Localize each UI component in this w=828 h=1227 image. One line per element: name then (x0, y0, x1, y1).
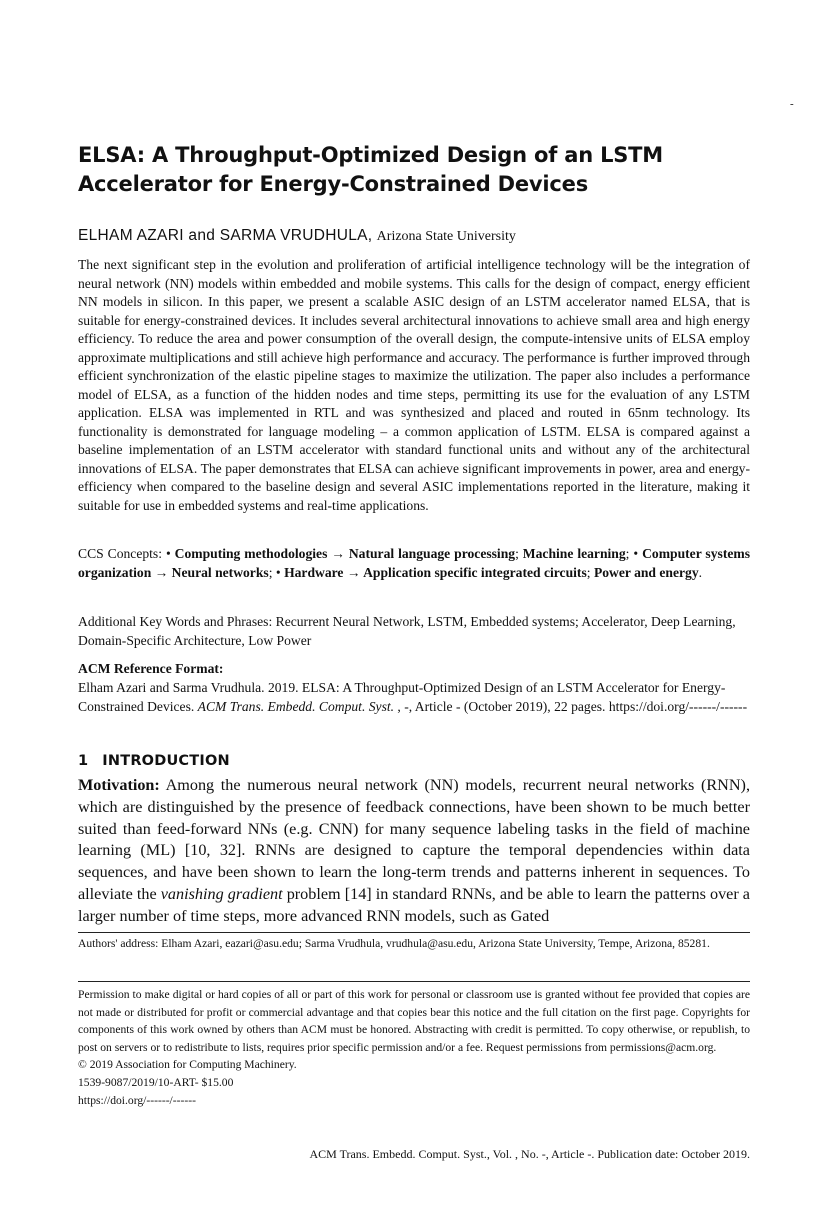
ccs-end: . (698, 565, 703, 580)
footnote-divider (78, 981, 750, 982)
ccs-bullet: • (633, 546, 643, 561)
ccs-sep: ; (625, 546, 634, 561)
authors-address: Authors' address: Elham Azari, eazari@asu.edu; Sarma Vrudhula, vrudhula@asu.edu, Arizona State University, Tempe, Arizona, 85281. (78, 937, 710, 950)
ccs-item: Power and energy (593, 565, 699, 580)
reference-heading: ACM Reference Format: (78, 661, 224, 676)
author-affiliation: Arizona State University (376, 229, 516, 244)
ccs-item: Computer systems organization (78, 546, 750, 580)
ccs-sep: ; (268, 565, 276, 580)
section-number: 1 (78, 753, 89, 769)
ccs-bullet: • (275, 565, 285, 580)
ccs-label: CCS Concepts: (78, 546, 166, 561)
ccs-item: Neural networks (171, 565, 269, 580)
ccs-concepts (78, 544, 750, 582)
reference-format (78, 679, 750, 716)
paper-title: ELSA: A Throughput-Optimized Design of an LSTM Accelerator for Energy-Constrained Devices (78, 143, 664, 196)
permission-text: Permission to make digital or hard copies of all or part of this work for personal or classroom use is granted without fee provided that copies are not made or distributed for profit or commercial advantage and that copies bear this notice and the full citation on the first page. Copyrights for components of this work owned by others than ACM must be honored. Abstracting with credit is permitted. To copy otherwise, or republish, to post on servers or to redistribute to lists, requires prior specific permission and/or a fee. Request permissions from permissions@acm.org. (78, 988, 750, 1054)
ccs-arrow: → (151, 565, 172, 580)
section-heading (78, 751, 230, 771)
ccs-item: Application specific integrated circuits (363, 565, 587, 580)
abstract: The next significant step in the evolution and proliferation of artificial intelligence technology will be the integration of neural network (NN) models within embedded and mobile systems. This calls for the design of compact, energy efficient NN models in silicon. In this paper, we present a scalable ASIC design of an LSTM accelerator named ELSA, that is suitable for energy-constrained devices. It includes several architectural innovations to achieve small area and high energy efficiency. To reduce the area and power consumption of the overall design, the compute-intensive units of ELSA employ approximate multiplications and still achieve high performance and accuracy. The performance is further improved through efficient synchronization of the elastic pipeline stages to maximize the utilization. The paper also includes a performance model of ELSA, as a function of the hidden nodes and time steps, permitting its use for the evaluation of any LSTM application. ELSA was implemented in RTL and was synthesized and placed and routed in 65nm technology. Its functionality is demonstrated for language modeling – a common application of LSTM. ELSA is compared against a baseline implementation of an LSTM accelerator with standard functional units and without any of the architectural innovations of ELSA. The paper demonstrates that ELSA can achieve significant improvements in power, area and energy-efficiency when compared to the baseline design and several ASIC implementations reported in the literature, making it suitable for use in embedded systems and real-time applications. (78, 257, 750, 513)
permission-notice (78, 986, 750, 1109)
page-footer: ACM Trans. Embedd. Comput. Syst., Vol. , No. -, Article -. Publication date: October 2019. (309, 1147, 750, 1161)
ccs-arrow: → (327, 546, 349, 561)
reference-text: , -, Article - (October 2019), 22 pages. https://doi.org/------/------ (394, 698, 748, 714)
keywords: Additional Key Words and Phrases: Recurrent Neural Network, LSTM, Embedded systems; Accelerator, Deep Learning, Domain-Specific Architecture, Low Power (78, 614, 736, 648)
intro-paragraph (78, 775, 750, 928)
section-title: INTRODUCTION (102, 753, 230, 769)
ccs-sep: ; (515, 546, 523, 561)
footnote-divider (78, 932, 750, 933)
intro-emphasis: vanishing gradient (160, 884, 283, 903)
author-names: ELHAM AZARI and SARMA VRUDHULA, (78, 227, 373, 244)
intro-text: Among the numerous neural network (NN) models, recurrent neural networks (RNN), which are distinguished by the presence of feedback connections, have been shown to be much better suited than feed-forward NNs (e.g. CNN) for many sequence labeling tasks in the field of machine learning (ML) [10, 32]. RNNs are designed to capture the temporal dependencies within data sequences, and have been shown to learn the long-term trends and patterns inherent in sequences. To alleviate the (78, 776, 750, 903)
ccs-sep: ; (586, 565, 594, 580)
copyright-line: © 2019 Association for Computing Machinery. (78, 1058, 297, 1072)
reference-journal: ACM Trans. Embedd. Comput. Syst. (197, 698, 395, 714)
ccs-item: Machine learning (522, 546, 626, 561)
ccs-item: Natural language processing (348, 546, 516, 561)
intro-lead: Motivation: (78, 776, 160, 794)
ccs-bullet: • (165, 546, 175, 561)
author-line (78, 224, 758, 248)
doi-link[interactable]: https://doi.org/------/------ (78, 1093, 196, 1107)
ccs-item: Computing methodologies (174, 546, 328, 561)
reference-text: Elham Azari and Sarma Vrudhula. 2019. ELSA: A Throughput-Optimized Design of an LSTM Accelerator for Energy-Constrained Devices. (78, 680, 726, 714)
page-marker: - (790, 98, 794, 110)
intro-text: problem [14] in standard RNNs, and be able to learn the patterns over a larger number of time steps, more advanced RNN models, such as Gated (78, 884, 750, 925)
ccs-arrow: → (343, 565, 364, 580)
ccs-item: Hardware (284, 565, 344, 580)
issn-line: 1539-9087/2019/10-ART- $15.00 (78, 1075, 234, 1089)
